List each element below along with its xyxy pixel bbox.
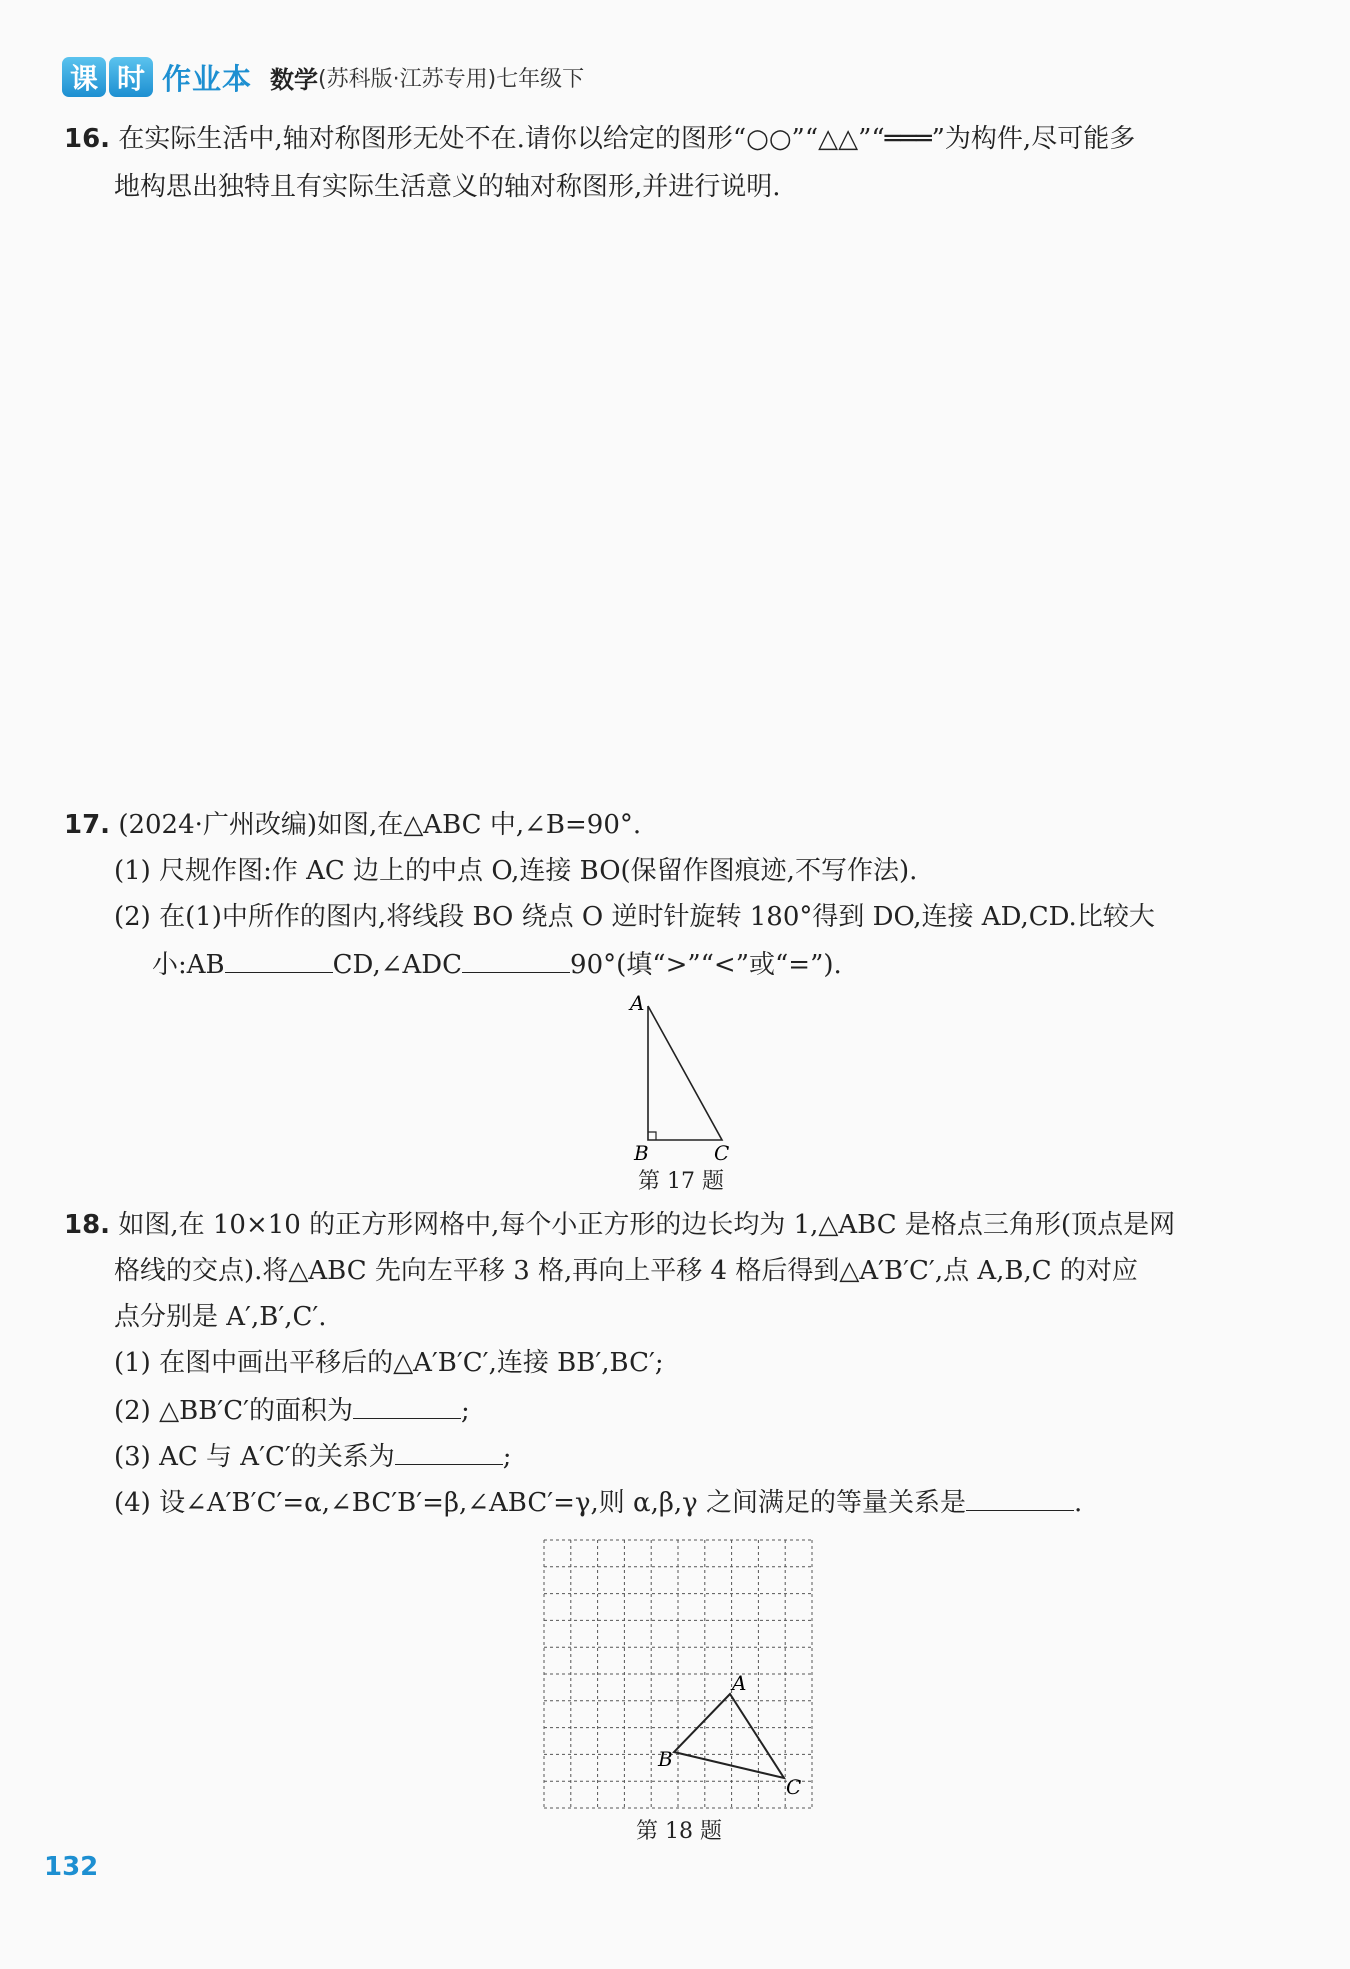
q18-part4	[114, 1484, 1082, 1520]
q17-caption: 第 17 题	[638, 1169, 724, 1194]
q18-part3	[114, 1438, 512, 1474]
page-number: 132	[44, 1852, 99, 1882]
q17-blank-1[interactable]	[225, 946, 333, 973]
q17-part2-line2	[152, 946, 842, 982]
page-header	[62, 56, 584, 98]
q16-text1: 在实际生活中,轴对称图形无处不在.请你以给定的图形“○○”“△△”“═══”为构件,尽可能多	[118, 124, 1136, 154]
q18-label-C: C	[786, 1775, 802, 1799]
q18-part3-a: (3) AC 与 A′C′的关系为	[114, 1442, 395, 1472]
logo-char-1: 课	[62, 57, 106, 97]
q17-label-A: A	[630, 992, 645, 1015]
q18-label-A: A	[732, 1671, 747, 1695]
q18-part2-b: ;	[461, 1396, 470, 1426]
q18-line1	[64, 1208, 1175, 1242]
q17-number: 17.	[64, 810, 111, 840]
q17-label-B: B	[634, 1141, 649, 1165]
q16-line1	[64, 122, 1135, 156]
q18-text1: 如图,在 10×10 的正方形网格中,每个小正方形的边长均为 1,△ABC 是格点三角形(顶点是网	[118, 1210, 1176, 1240]
q17-part2-c: 90°(填“>”“<”或“=”).	[570, 950, 842, 980]
q18-blank-equation[interactable]	[966, 1484, 1074, 1511]
header-subject: 数学	[270, 65, 319, 94]
q18-label-B: B	[658, 1747, 673, 1771]
q18-part3-b: ;	[502, 1442, 512, 1472]
q17-label-C: C	[714, 1141, 730, 1165]
q18-grid-lines	[544, 1540, 812, 1808]
q18-triangle-ABC	[674, 1694, 784, 1778]
q18-part4-b: .	[1073, 1488, 1083, 1518]
q17-part2-b: CD,∠ADC	[332, 950, 463, 980]
q17-stem	[64, 808, 641, 842]
q18-part1: (1) 在图中画出平移后的△A′B′C′,连接 BB′,BC′;	[114, 1348, 664, 1378]
q18-part2	[114, 1392, 470, 1428]
logo-text: 作业本	[162, 61, 253, 96]
q18-line2: 格线的交点).将△ABC 先向左平移 3 格,再向上平移 4 格后得到△A′B′C′,点 A,B,C 的对应	[114, 1256, 1138, 1286]
q17-stem-text: (2024·广州改编)如图,在△ABC 中,∠B=90°.	[118, 810, 642, 840]
q18-line3: 点分别是 A′,B′,C′.	[114, 1302, 327, 1332]
q18-number: 18.	[64, 1210, 111, 1240]
q17-part2-line1: (2) 在(1)中所作的图内,将线段 BO 绕点 O 逆时针旋转 180°得到 DO,连接 AD,CD.比较大	[114, 902, 1155, 932]
q16-number: 16.	[64, 124, 111, 154]
q17-part2-a: 小:AB	[152, 950, 225, 980]
q18-grid-figure	[536, 1532, 822, 1818]
q18-part2-a: (2) △BB′C′的面积为	[114, 1396, 354, 1426]
q17-blank-2[interactable]	[462, 946, 570, 973]
q18-blank-relation[interactable]	[395, 1438, 503, 1465]
q17-part1: (1) 尺规作图:作 AC 边上的中点 O,连接 BO(保留作图痕迹,不写作法).	[114, 856, 918, 886]
q17-right-angle-mark	[648, 1132, 656, 1140]
logo-char-2: 时	[109, 57, 153, 97]
q16-line2: 地构思出独特且有实际生活意义的轴对称图形,并进行说明.	[114, 172, 781, 202]
q17-figure	[620, 992, 740, 1172]
q18-caption: 第 18 题	[636, 1819, 722, 1844]
header-edition: (苏科版·江苏专用)七年级下	[318, 66, 585, 92]
q18-part4-a: (4) 设∠A′B′C′=α,∠BC′B′=β,∠ABC′=γ,则 α,β,γ 之间满足的等量关系是	[114, 1488, 966, 1518]
q17-triangle	[648, 1006, 722, 1140]
q18-blank-area[interactable]	[353, 1392, 461, 1419]
